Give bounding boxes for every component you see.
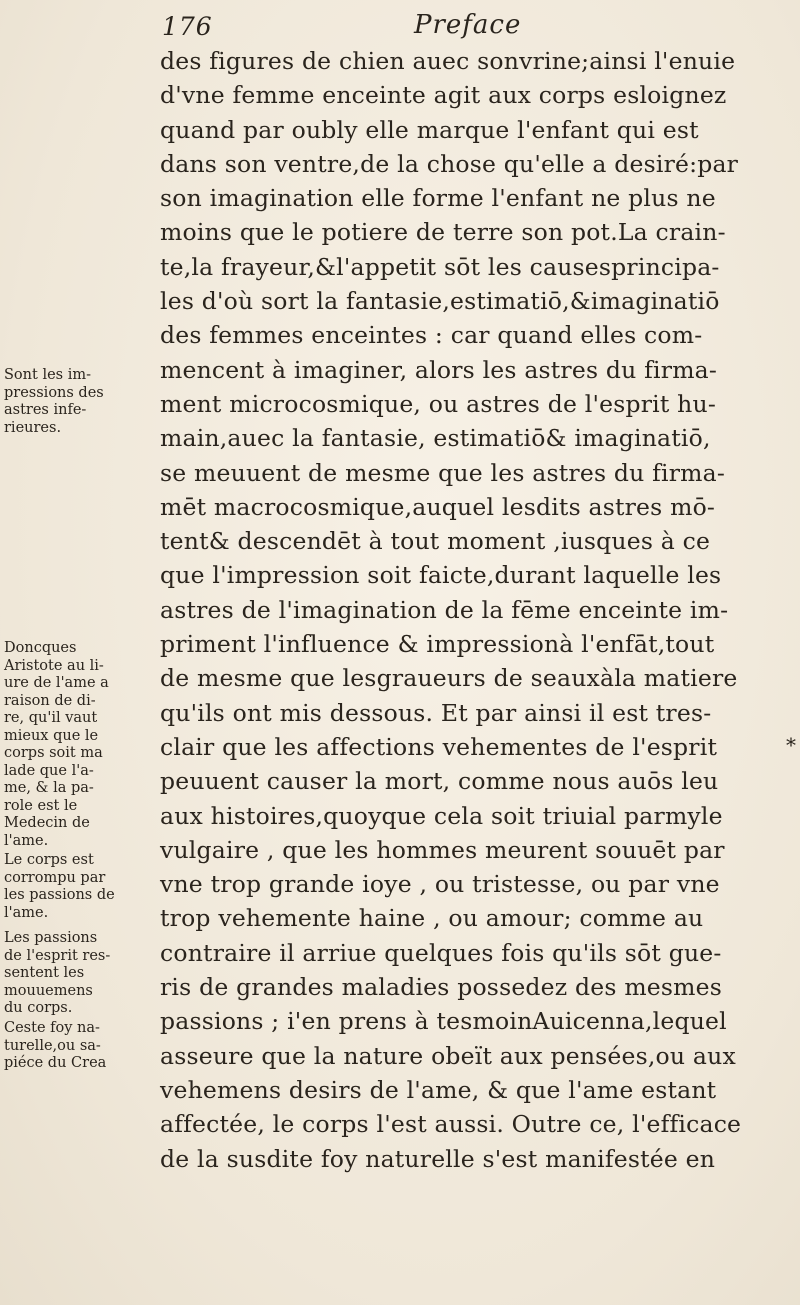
text-line: quand par oubly elle marque l'enfant qui est — [160, 115, 699, 144]
text-line: priment l'influence & impressionà l'enfāt,tout — [160, 630, 715, 659]
text-line: de mesme que lesgraueurs de seauxàla matiere — [160, 664, 738, 693]
margin-note — [4, 640, 154, 850]
margin-note-line: pressions des — [4, 384, 104, 401]
text-line: des figures de chien auec sonvrine;ainsi l'enuie — [160, 47, 736, 75]
text-line: son imagination elle forme l'enfant ne plus ne — [160, 184, 716, 213]
margin-note — [4, 930, 154, 1018]
margin-note-line: raison de di- — [4, 692, 96, 709]
text-line: de la susdite foy naturelle s'est manifestée en — [160, 1144, 716, 1173]
text-line: que l'impression soit faicte,durant laquelle les — [160, 561, 722, 590]
text-line: asseure que la nature obeït aux pensées,ou aux — [160, 1041, 736, 1070]
margin-note-line: l'ame. — [4, 832, 49, 849]
margin-note-line: lade que l'a- — [4, 762, 94, 779]
text-line: se meuuent de mesme que les astres du firma- — [160, 458, 726, 487]
margin-note — [4, 852, 154, 922]
text-line: ment microcosmique, ou astres de l'esprit hu- — [160, 389, 716, 418]
text-line: aux histoires,quoyque cela soit triuial parmyle — [160, 801, 723, 830]
page-header — [152, 8, 792, 42]
margin-note-line: piéce du Crea — [4, 1055, 107, 1071]
text-line: vne trop grande ioye , ou tristesse, ou par vne — [160, 870, 720, 899]
main-text-block — [160, 44, 790, 1176]
text-line: mencent à imaginer, alors les astres du firma- — [160, 355, 718, 384]
text-line: vulgaire , que les hommes meurent souuēt par — [160, 835, 725, 864]
margin-note — [4, 367, 154, 437]
margin-note-line: Medecin de — [4, 815, 90, 831]
margin-note-line: du corps. — [4, 1000, 73, 1016]
margin-note-line: de l'esprit res- — [4, 947, 111, 964]
text-line: mēt macrocosmique,auquel lesdits astres mō- — [160, 492, 716, 521]
asterisk-mark: * — [786, 733, 796, 757]
text-line: dans son ventre,de la chose qu'elle a desiré:par — [160, 149, 739, 178]
margin-note-line: corrompu par — [4, 869, 106, 886]
text-line: trop vehemente haine , ou amour; comme au — [160, 904, 704, 933]
text-line: clair que les affections vehementes de l'esprit — [160, 732, 718, 761]
text-line: te,la frayeur,&l'appetit sōt les causesprincipa- — [160, 252, 720, 281]
margin-note-line: re, qu'il vaut — [4, 710, 98, 726]
margin-note-line: mieux que le — [4, 727, 99, 744]
margin-note-line: Le corps est — [4, 852, 94, 868]
margin-note-line: corps soit ma — [4, 745, 103, 761]
margin-note-line: Doncques — [4, 640, 77, 656]
margin-note-line: Les passions — [4, 930, 98, 946]
margin-note-line: Sont les im- — [4, 367, 91, 383]
running-head: Preface — [414, 10, 522, 40]
margin-note-line: les passions de — [4, 887, 115, 903]
text-line: peuuent causer la mort, comme nous auōs leu — [160, 767, 719, 796]
margin-note-line: Aristote au li- — [4, 657, 104, 674]
text-line: d'vne femme enceinte agit aux corps esloignez — [160, 81, 727, 110]
text-line: astres de l'imagination de la fēme enceinte im- — [160, 595, 729, 624]
text-line: les d'où sort la fantasie,estimatiō,&imaginatiō — [160, 287, 720, 316]
text-line: vehemens desirs de l'ame, & que l'ame estant — [160, 1075, 717, 1104]
text-line: passions ; i'en prens à tesmoinAuicenna,lequel — [160, 1007, 727, 1036]
margin-note-line: role est le — [4, 797, 78, 814]
margin-note-line: turelle,ou sa- — [4, 1037, 101, 1054]
text-line: qu'ils ont mis dessous. Et par ainsi il est tres- — [160, 698, 712, 727]
margin-note-line: mouuemens — [4, 982, 93, 999]
text-line: des femmes enceintes : car quand elles com- — [160, 321, 703, 350]
margin-note-line: sentent les — [4, 965, 85, 981]
text-line: contraire il arriue quelques fois qu'ils sōt gue- — [160, 938, 722, 967]
margin-note-line: me, & la pa- — [4, 780, 94, 796]
page-number: 176 — [162, 12, 213, 41]
margin-note-line: astres infe- — [4, 402, 87, 418]
margin-note-line: l'ame. — [4, 904, 49, 921]
text-line: ris de grandes maladies possedez des mesmes — [160, 973, 723, 1002]
text-line: main,auec la fantasie, estimatiō& imaginatiō, — [160, 424, 711, 453]
text-line: tent& descendēt à tout moment ,iusques à ce — [160, 527, 711, 556]
margin-note — [4, 1020, 154, 1073]
margin-note-line: Ceste foy na- — [4, 1020, 100, 1036]
text-line: moins que le potiere de terre son pot.La crain- — [160, 218, 726, 247]
text-line: affectée, le corps l'est aussi. Outre ce, l'efficace — [160, 1110, 742, 1139]
margin-note-line: ure de l'ame a — [4, 675, 109, 691]
margin-note-line: rieures. — [4, 419, 62, 436]
